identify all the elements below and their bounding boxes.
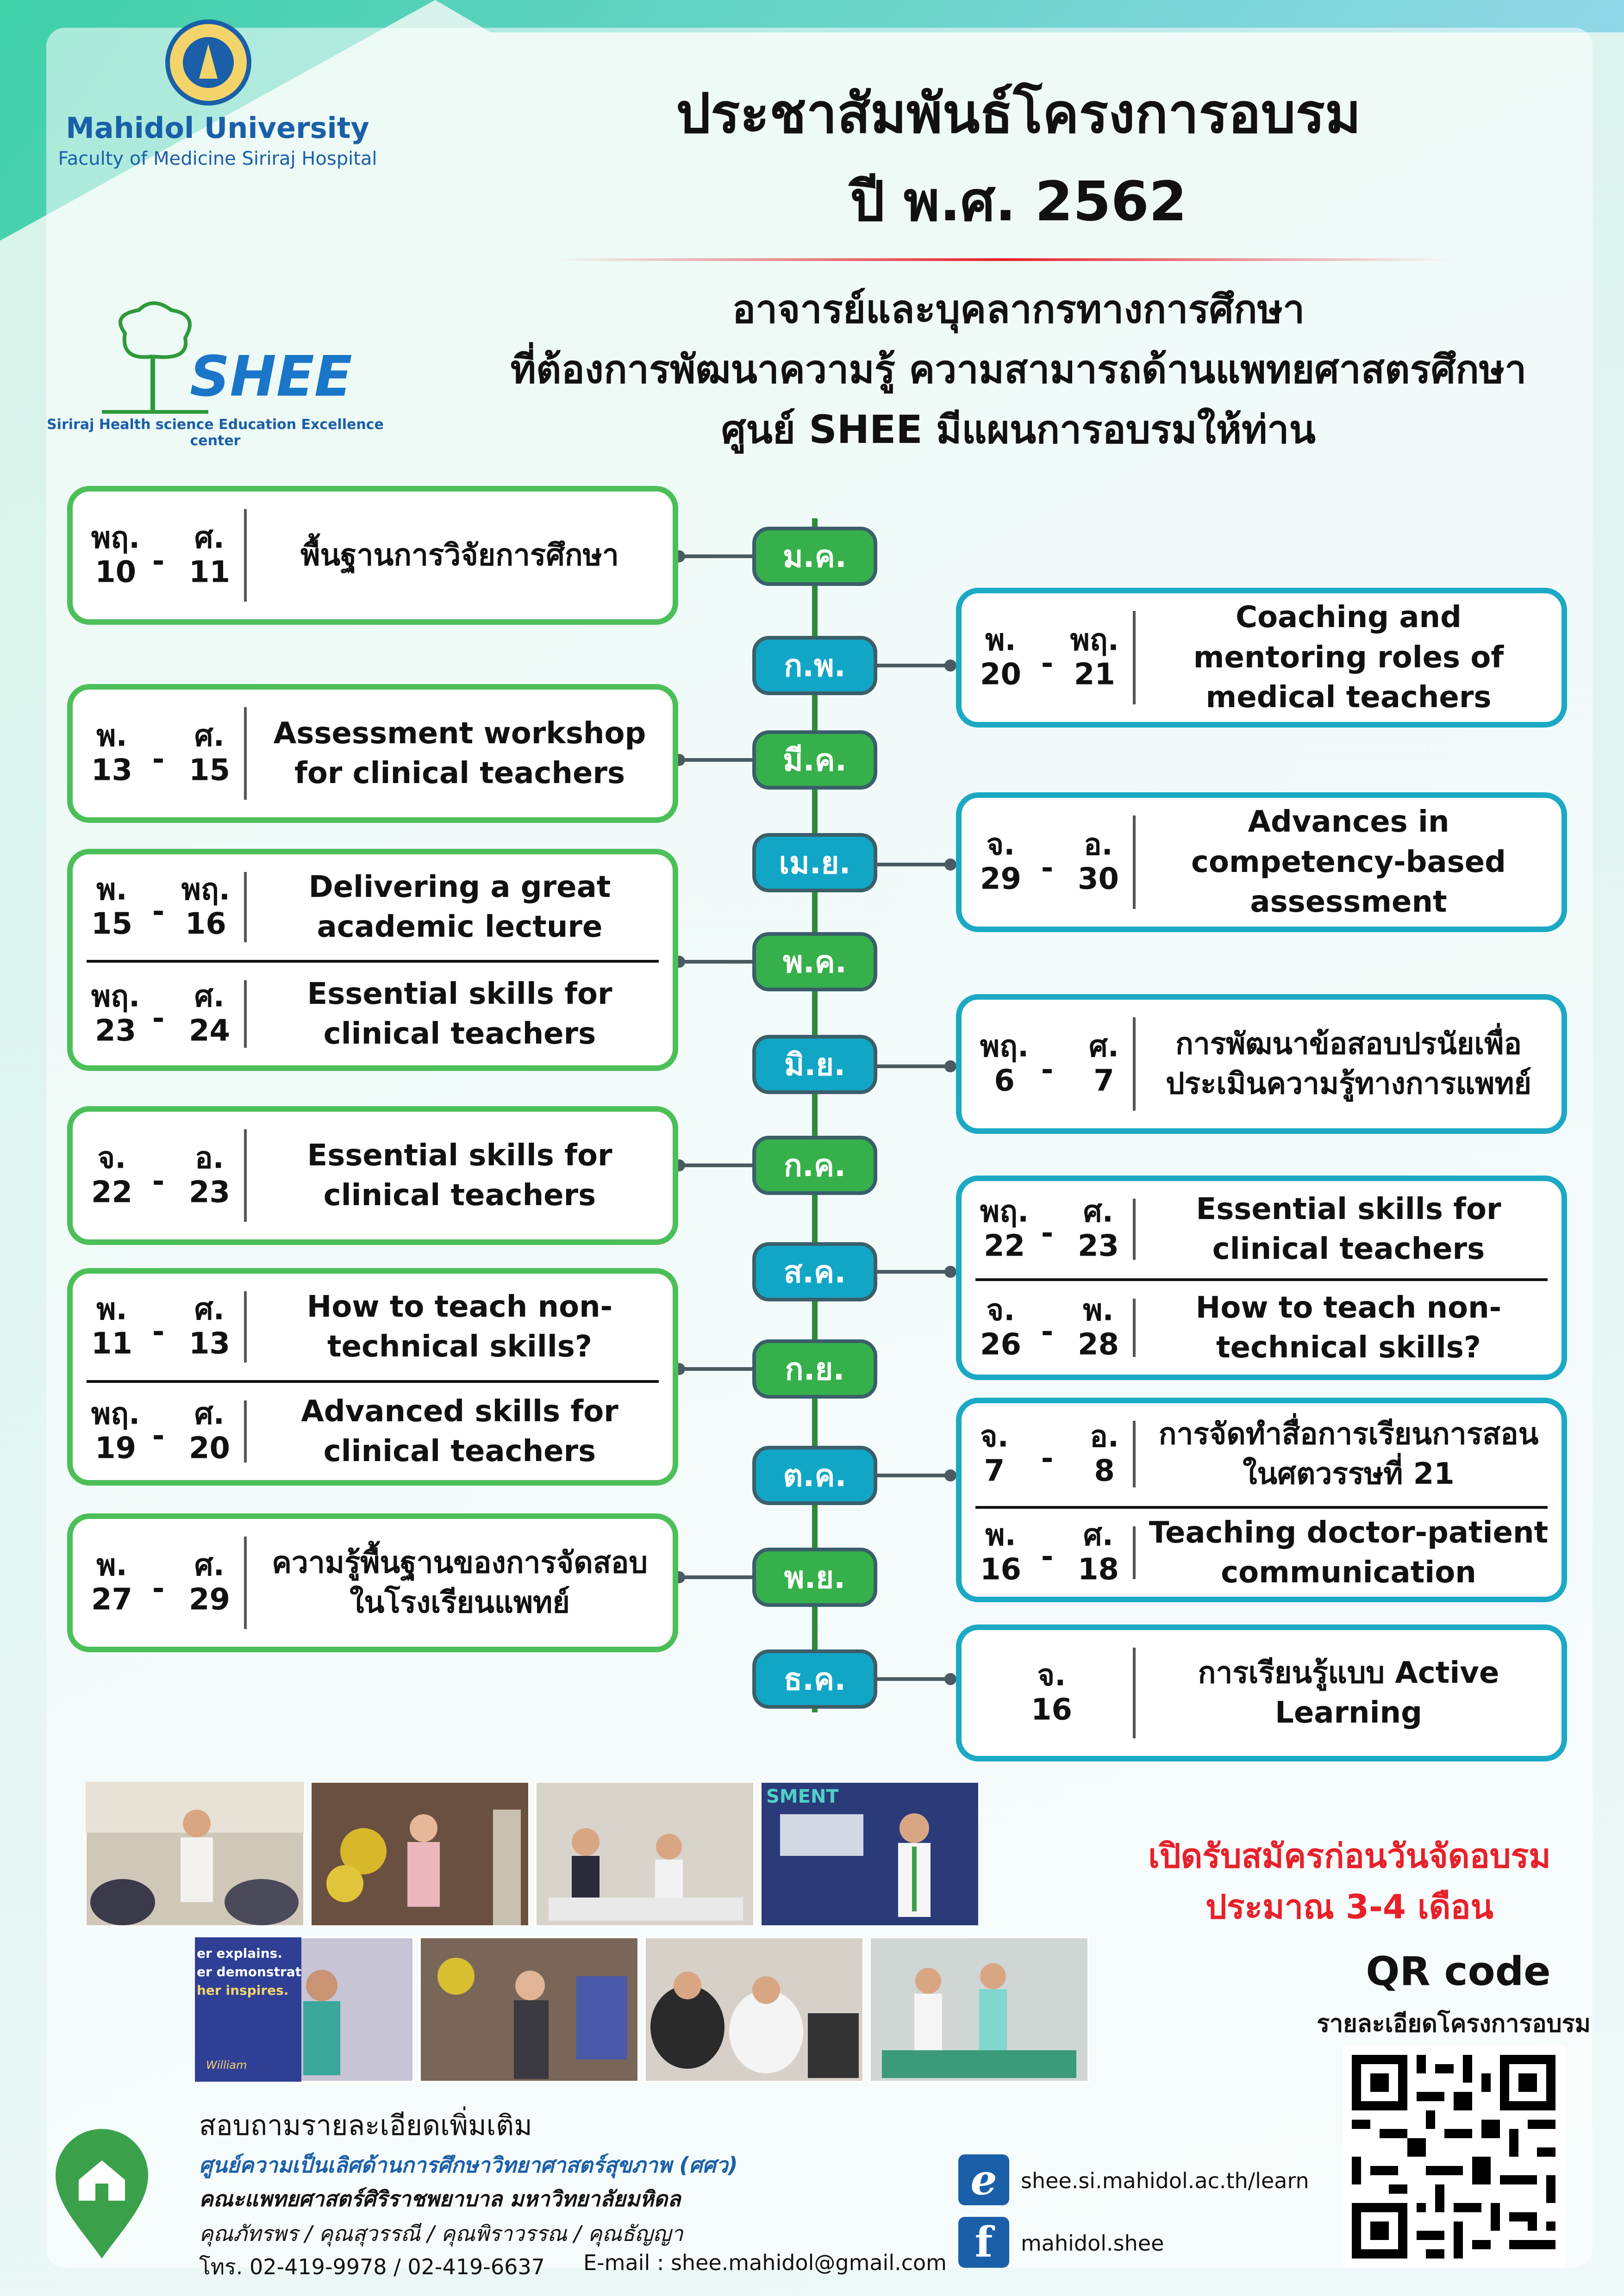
event-card[interactable] <box>956 1624 1567 1761</box>
page-title: ประชาสัมพันธ์โครงการอบรม <box>676 81 1361 145</box>
subtitle-line1: อาจารย์และบุคลากรทางการศึกษา <box>732 286 1305 332</box>
photo-4 <box>761 1782 979 1926</box>
month-aug: ส.ค. <box>752 1242 877 1301</box>
event-day: อ. <box>1084 828 1113 862</box>
event-day: ศ. <box>1083 1195 1113 1229</box>
web-browser-icon: e <box>958 2154 1009 2205</box>
photo-3 <box>536 1782 754 1926</box>
event-day: พฤ. <box>91 521 140 555</box>
photo-7 <box>645 1937 863 2082</box>
event-day: พฤ. <box>91 1397 140 1431</box>
event-day: พฤ. <box>1070 623 1119 658</box>
event-date: 23 <box>1077 1229 1119 1263</box>
event-title: พื้นฐานการวิจัยการศึกษา <box>300 538 619 572</box>
event-date: 20 <box>980 657 1022 691</box>
event-date: 15 <box>188 753 230 787</box>
photo-5-slide-text-1: er explains. <box>197 1946 282 1961</box>
location-pin-icon <box>51 2124 153 2263</box>
event-date: 24 <box>188 1014 230 1048</box>
event-card[interactable]: จ. 22 - อ. 23 Essential skills for clinical teachers <box>67 1106 678 1245</box>
qr-title: QR code <box>1366 1948 1551 1995</box>
subtitle-line2: ที่ต้องการพัฒนาความรู้ ความสามารถด้านแพทยศาสตรศึกษา <box>510 347 1527 392</box>
event-title: Essential skills for clinical teachers <box>307 977 612 1051</box>
event-title: Teaching doctor-patient communication <box>1149 1515 1549 1590</box>
photo-1 <box>86 1782 304 1926</box>
event-date: 20 <box>188 1431 230 1465</box>
event-day: พ. <box>985 1518 1016 1553</box>
event-card[interactable]: พฤ. 22 - ศ. 23 Essential skills for clinical teachers จ. 26 - พ. 28 How to teach non-technical skills? <box>956 1176 1567 1380</box>
event-day: พฤ. <box>181 872 230 907</box>
event-day: พฤ. <box>91 979 140 1014</box>
shee-logo-text: SHEE <box>190 345 352 409</box>
timeline-line <box>812 518 818 1712</box>
event-day: ศ. <box>194 1548 225 1583</box>
contact-email[interactable]: E-mail : shee.mahidol@gmail.com <box>583 2250 947 2275</box>
event-title: การพัฒนาข้อสอบปรนัยเพื่อประเมินความรู้ทางการแพทย์ <box>1166 1027 1531 1101</box>
photo-8 <box>870 1937 1088 2082</box>
event-date: 26 <box>980 1327 1022 1362</box>
month-nov: พ.ย. <box>752 1548 877 1607</box>
event-card[interactable]: พฤ. 10 - ศ. 11 พื้นฐานการวิจัยการศึกษา <box>67 486 678 625</box>
event-title: Assessment workshop for clinical teachers <box>273 716 646 790</box>
event-title: Advanced skills for clinical teachers <box>301 1394 618 1468</box>
event-date: 27 <box>91 1582 133 1617</box>
university-name: Mahidol University <box>66 111 369 145</box>
event-day: จ. <box>97 1141 126 1176</box>
facebook-link[interactable]: mahidol.shee <box>1021 2231 1164 2256</box>
event-title: Coaching and mentoring roles of medical teachers <box>1193 600 1504 715</box>
event-date: 8 <box>1094 1454 1115 1488</box>
event-date: 11 <box>91 1326 133 1361</box>
event-card[interactable]: พ. 27 - ศ. 29 ความรู้พื้นฐานของการจัดสอบในโรงเรียนแพทย์ <box>67 1513 678 1652</box>
registration-line2: ประมาณ 3-4 เดือน <box>1206 1887 1493 1926</box>
event-day: พ. <box>1083 1293 1114 1328</box>
event-title: ความรู้พื้นฐานของการจัดสอบในโรงเรียนแพทย์ <box>272 1545 648 1620</box>
event-date: 13 <box>188 1326 230 1361</box>
contact-heading: สอบถามรายละเอียดเพิ่มเติม <box>199 2109 532 2142</box>
event-day: ศ. <box>1083 1518 1113 1553</box>
event-date: 30 <box>1077 862 1119 896</box>
event-date: 23 <box>95 1014 137 1048</box>
event-day: ศ. <box>194 1292 225 1327</box>
event-date: 16 <box>1031 1692 1073 1727</box>
event-day: ศ. <box>194 719 225 753</box>
event-day: พ. <box>96 719 127 753</box>
event-date: 15 <box>91 907 133 941</box>
event-day: ศ. <box>194 1397 225 1431</box>
month-jun: มิ.ย. <box>752 1035 877 1094</box>
event-day: ศ. <box>194 979 225 1014</box>
event-date: 22 <box>91 1175 133 1209</box>
month-jan: ม.ค. <box>752 527 877 586</box>
event-card[interactable]: จ. 29 - อ. 30 Advances in competency-based assessment <box>956 792 1567 932</box>
month-apr: เม.ย. <box>752 833 877 892</box>
faculty-name: Faculty of Medicine Siriraj Hospital <box>58 148 377 169</box>
photo-5-slide-text-3: her inspires. <box>197 1983 289 1998</box>
event-title: How to teach non-technical skills? <box>1195 1290 1502 1365</box>
event-day: พฤ. <box>980 1029 1029 1064</box>
event-date: 29 <box>188 1582 230 1617</box>
event-day: จ. <box>1037 1658 1066 1693</box>
event-date: 7 <box>984 1454 1005 1488</box>
event-title: Essential skills for clinical teachers <box>1196 1192 1501 1266</box>
website-link[interactable]: shee.si.mahidol.ac.th/learn <box>1021 2168 1309 2193</box>
event-date: 22 <box>984 1229 1025 1263</box>
event-title: การจัดทำสื่อการเรียนการสอนในศตวรรษที่ 21 <box>1158 1417 1539 1491</box>
facebook-icon: f <box>958 2217 1009 2268</box>
month-oct: ต.ค. <box>752 1446 877 1505</box>
event-date: 19 <box>95 1431 137 1465</box>
event-date: 23 <box>188 1175 230 1209</box>
event-day: พ. <box>96 1548 127 1583</box>
event-date: 16 <box>980 1552 1022 1587</box>
event-card[interactable]: จ. 7 - อ. 8 การจัดทำสื่อการเรียนการสอนในศตวรรษที่ 21 พ. 16 - ศ. 18 Teaching doctor-patient communication <box>956 1398 1567 1602</box>
event-card[interactable]: พ. 15 - พฤ. 16 Delivering a great academic lecture พฤ. 23 - ศ. 24 Essential skills for clinical teachers <box>67 849 678 1071</box>
photo-5-slide-text-4: William <box>206 2059 247 2072</box>
photo-4-slide-text: SMENT <box>766 1786 839 1807</box>
event-date: 11 <box>188 555 230 589</box>
contact-center: ศูนย์ความเป็นเลิศด้านการศึกษาวิทยาศาสตร์สุขภาพ (ศศว) <box>199 2153 738 2178</box>
event-day: พ. <box>96 872 127 907</box>
event-card[interactable]: พ. 11 - ศ. 13 How to teach non-technical skills? พฤ. 19 - ศ. 20 Advanced skills for clinical teachers <box>67 1268 678 1486</box>
month-sep: ก.ย. <box>752 1339 877 1399</box>
event-title: การเรียนรู้แบบ Active Learning <box>1198 1655 1499 1730</box>
event-card[interactable]: พ. 20 - พฤ. 21 Coaching and mentoring roles of medical teachers <box>956 588 1567 728</box>
event-card[interactable]: พฤ. 6 - ศ. 7 การพัฒนาข้อสอบปรนัยเพื่อประเมินความรู้ทางการแพทย์ <box>956 994 1567 1134</box>
event-date: 6 <box>994 1064 1015 1098</box>
event-day: พ. <box>985 623 1016 658</box>
event-date: 7 <box>1093 1064 1114 1098</box>
event-day: จ. <box>986 1293 1015 1328</box>
event-day: พ. <box>96 1292 127 1327</box>
month-may: พ.ค. <box>752 932 877 991</box>
shee-caption: Siriraj Health science Education Excellence center <box>47 417 384 449</box>
event-title: Delivering a great academic lecture <box>308 870 611 944</box>
contact-phone: โทร. 02-419-9978 / 02-419-6637 <box>199 2254 545 2279</box>
qr-code-icon[interactable] <box>1343 2046 1565 2268</box>
event-day: อ. <box>1090 1419 1119 1454</box>
event-date: 10 <box>95 555 137 589</box>
event-day: จ. <box>986 828 1015 862</box>
photo-6 <box>420 1937 638 2082</box>
page-year: ปี พ.ศ. 2562 <box>850 169 1187 233</box>
event-title: Advances in competency-based assessment <box>1191 805 1506 920</box>
event-day: ศ. <box>1089 1029 1119 1064</box>
event-date: 13 <box>91 753 133 787</box>
photo-collage <box>86 1782 1095 2087</box>
event-day: ศ. <box>194 521 225 555</box>
month-feb: ก.พ. <box>752 636 877 695</box>
event-date: 16 <box>185 907 226 941</box>
event-title: Essential skills for clinical teachers <box>307 1138 612 1213</box>
event-day: จ. <box>980 1419 1009 1454</box>
event-date: 21 <box>1074 657 1115 691</box>
month-mar: มี.ค. <box>752 730 877 790</box>
qr-subtitle: รายละเอียดโครงการอบรม <box>1317 2010 1591 2038</box>
mahidol-seal-icon <box>157 19 259 111</box>
event-card[interactable]: พ. 13 - ศ. 15 Assessment workshop for clinical teachers <box>67 684 678 823</box>
subtitle-line3: ศูนย์ SHEE มีแผนการอบรมให้ท่าน <box>721 407 1316 452</box>
photo-5-slide-text-2: er demonstrat <box>197 1964 302 1979</box>
event-date: 28 <box>1077 1327 1119 1362</box>
month-jul: ก.ค. <box>752 1136 877 1195</box>
event-title: How to teach non-technical skills? <box>306 1289 613 1364</box>
event-day: พฤ. <box>980 1195 1029 1229</box>
title-divider <box>556 258 1449 261</box>
contact-persons: คุณภัทรพร / คุณสุวรรณี / คุณพิราวรรณ / คุณธัญญา <box>199 2221 683 2246</box>
event-date: 18 <box>1077 1552 1119 1587</box>
month-dec: ธ.ค. <box>752 1649 877 1709</box>
registration-line1: เปิดรับสมัครก่อนวันจัดอบรม <box>1148 1836 1551 1875</box>
photo-5 <box>195 1937 413 2082</box>
event-date: 29 <box>980 862 1022 896</box>
photo-2 <box>311 1782 529 1926</box>
event-day: อ. <box>195 1141 224 1176</box>
contact-faculty: คณะแพทยศาสตร์ศิริราชพยาบาล มหาวิทยาลัยมหิดล <box>199 2186 681 2211</box>
